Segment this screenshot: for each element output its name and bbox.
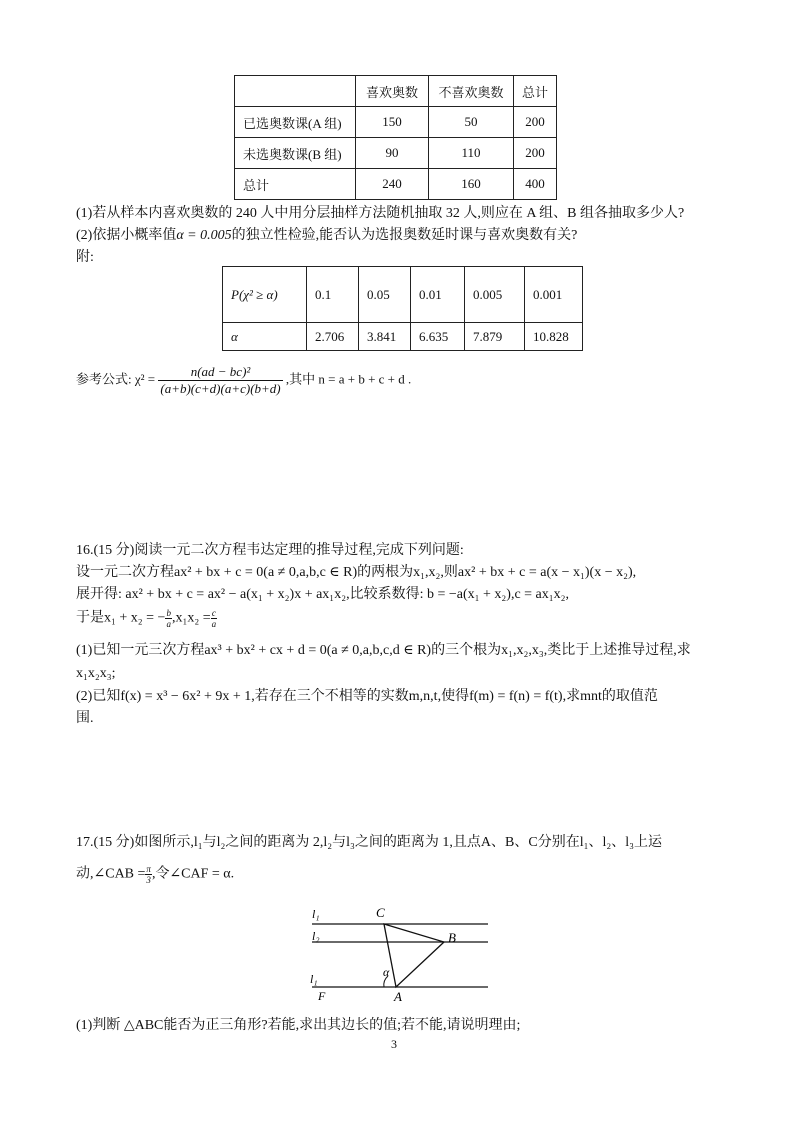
fraction-numerator: c [211,608,216,618]
critical-value-table [222,266,583,351]
fraction-c-over-a [211,608,218,629]
table-cell: 90 [356,138,429,169]
table-header-row [235,76,557,107]
table-cell: 200 [514,107,557,138]
chi-square-formula [76,364,411,397]
table-header-cell [235,76,356,107]
table-cell: 0.001 [525,267,583,323]
table-cell: 200 [514,138,557,169]
label-a: A [394,989,402,1004]
formula-prefix: 参考公式: χ² = [76,371,156,387]
fraction-numerator: π [146,864,151,874]
alpha-value: α = 0.005 [176,228,232,243]
label-f: F [318,989,326,1003]
table-cell: 6.635 [411,323,465,351]
q17-line2-a: 动,∠CAB = [76,866,146,882]
table-row [223,323,583,351]
table-cell: 160 [429,169,514,200]
q16-line3 [76,608,217,629]
fraction-denominator: a [211,619,217,629]
table-cell: 0.005 [465,267,525,323]
q15-part2-a: (2)依据小概率值 [76,228,177,243]
table-cell: α [223,323,307,351]
q15-part2 [76,227,577,245]
table-cell: 已选奥数课(A 组) [235,107,356,138]
table-cell: 150 [356,107,429,138]
q16-line1: 设一元二次方程ax² + bx + c = 0(a ≠ 0,a,b,c ∈ R)的两根为x₁,x₂,则ax² + bx + c = a(x − x₁)(x − x₂), [76,565,637,580]
label-b: B [448,930,456,945]
formula-suffix: ,其中 n = a + b + c + d . [285,371,412,387]
table-header-cell: 不喜欢奥数 [429,76,514,107]
table-cell: 400 [514,169,557,200]
fraction-denominator: a [166,619,171,629]
table-header-cell: 总计 [514,76,557,107]
table-cell: 240 [356,169,429,200]
table-row [223,267,583,323]
formula-numerator: n(ad − bc)² [158,364,282,381]
q16-line3-c: ,x₁x₂ = [171,610,211,626]
q16-part2-b: 围. [76,711,94,726]
q17-line2 [76,864,234,885]
formula-fraction [158,364,282,397]
page-number: 3 [391,1037,397,1051]
fraction-numerator: b [166,608,171,618]
table-cell: 2.706 [307,323,359,351]
table-cell: 3.841 [359,323,411,351]
table-row [235,169,557,200]
table-row [235,138,557,169]
table-header-cell: 喜欢奥数 [356,76,429,107]
q16-line3-a: x₁ + x₂ = − [104,610,166,626]
label-c: C [376,905,385,920]
fraction-denominator: 3 [146,875,151,885]
q16-part1-b: x₁x₂x₃; [76,666,116,681]
formula-denominator: (a+b)(c+d)(a+c)(b+d) [160,381,281,396]
label-l1: l₁ [310,972,318,986]
triangle-abc [384,924,444,987]
q17-part1: (1)判断 △ABC能否为正三角形?若能,求出其边长的值;若不能,请说明理由; [76,1018,521,1033]
q16-line3-prefix: 于是 [76,610,104,626]
table-cell: 50 [429,107,514,138]
table-cell: 110 [429,138,514,169]
q16-part2-a: (2)已知f(x) = x³ − 6x² + 9x + 1,若存在三个不相等的实数m,n,t,使得f(m) = f(n) = f(t),求mnt的取值范 [76,689,658,704]
q17-title: 17.(15 分)如图所示,l₁与l₂之间的距离为 2,l₂与l₃之间的距离为 1,且点A、B、C分别在l₁、l₂、l₃上运 [76,835,663,850]
q15-part2-b: 的独立性检验,能否认为选报奥数延时课与喜欢奥数有关? [231,228,578,243]
table-cell: 10.828 [525,323,583,351]
table-cell: 0.05 [359,267,411,323]
table-cell: 7.879 [465,323,525,351]
q16-part1-a: (1)已知一元三次方程ax³ + bx² + cx + d = 0(a ≠ 0,a,b,c,d ∈ R)的三个根为x₁,x₂,x₃,类比于上述推导过程,求 [76,643,691,658]
table-row [235,107,557,138]
table-cell: 未选奥数课(B 组) [235,138,356,169]
label-alpha: α [383,965,390,979]
appendix-label: 附: [76,250,94,265]
table-cell: 总计 [235,169,356,200]
table-cell: 0.01 [411,267,465,323]
q16-line2: 展开得: ax² + bx + c = ax² − a(x₁ + x₂)x + ax₁x₂,比较系数得: b = −a(x₁ + x₂),c = ax₁x₂, [76,587,570,602]
q15-part1: (1)若从样本内喜欢奥数的 240 人中用分层抽样方法随机抽取 32 人,则应在 A 组、B 组各抽取多少人? [76,206,685,221]
q16-title: 16.(15 分)阅读一元二次方程韦达定理的推导过程,完成下列问题: [76,543,464,558]
label-l3: l₁ [312,907,320,921]
table-cell: 0.1 [307,267,359,323]
parallel-lines-figure [300,900,500,1008]
table-cell: P(χ² ≥ α) [223,267,307,323]
contingency-table [234,75,557,200]
label-l2: l₂ [312,929,320,943]
q17-line2-b: ,令∠CAF = α. [151,866,235,882]
